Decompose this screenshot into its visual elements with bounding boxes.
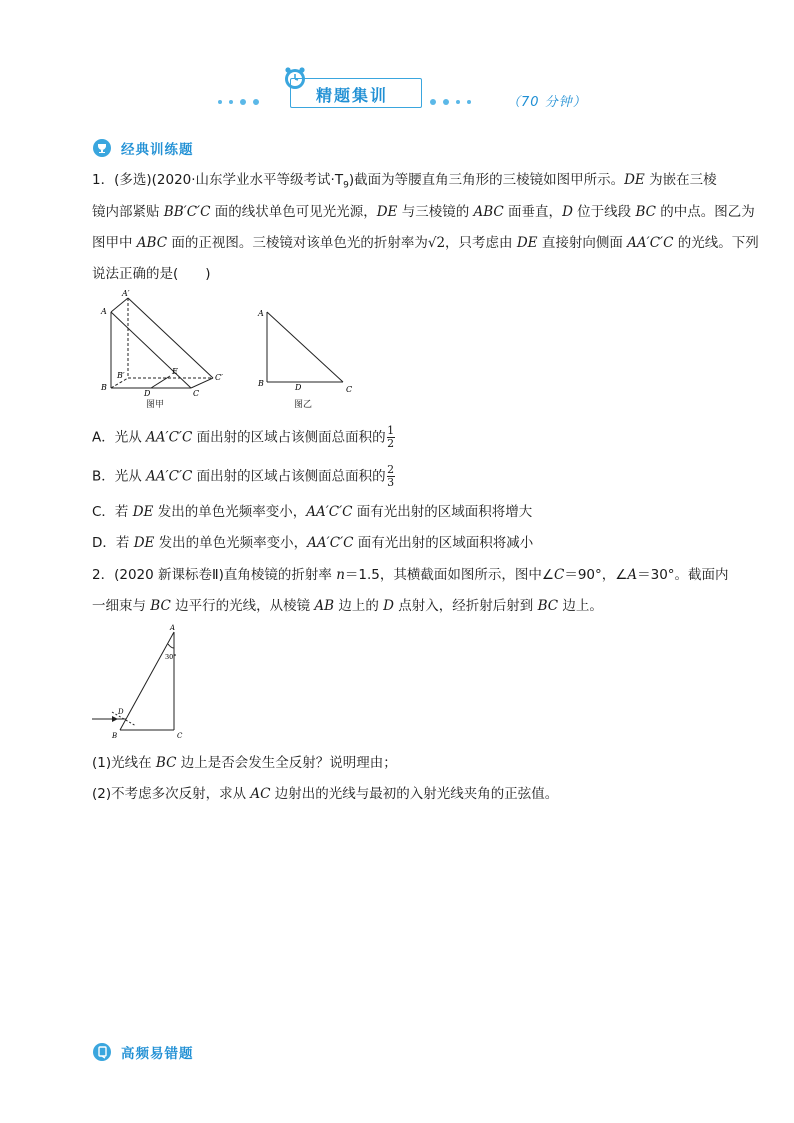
section-title-error-prone: 高频易错题 bbox=[121, 1046, 194, 1062]
q2-subquestion-2: (2)不考虑多次反射，求从 AC 边射出的光线与最初的入射光线夹角的正弦值。 bbox=[92, 786, 559, 802]
fig-q2-label-C: C bbox=[177, 732, 183, 740]
q1-line-3: 图甲中 ABC 面的正视图。三棱镜对该单色光的折射率为√2，只考虑由 DE 直接射向侧面 AA′C′C 的光线。下列 bbox=[92, 235, 759, 251]
q2-line-2: 一细束与 BC 边平行的光线，从棱镜 AB 边上的 D 点射入，经折射后射到 BC 边上。 bbox=[92, 598, 603, 614]
fig-q2-label-D: D bbox=[118, 708, 124, 716]
page-title: 精题集训 bbox=[316, 86, 389, 105]
q1-line-1: 1．(多选)(2020·山东学业水平等级考试$\cdot T_9$)截面为等腰直角三角形的三棱镜如图甲所示。DE 为嵌在三棱 bbox=[92, 172, 717, 191]
fig-yi-label-D: D bbox=[295, 383, 302, 392]
fig-jia-label-A-prime: A′ bbox=[122, 289, 130, 298]
q1-option-c: C．若 DE 发出的单色光频率变小，AA′C′C 面有光出射的区域面积将增大 bbox=[92, 504, 533, 520]
fig-yi-label-A: A bbox=[258, 309, 264, 318]
q1-line-2: 镜内部紧贴 BB′C′C 面的线状单色可见光光源，DE 与三棱镜的 ABC 面垂直，D 位于线段 BC 的中点。图乙为 bbox=[92, 204, 755, 220]
figure-yi-triangle bbox=[255, 304, 365, 394]
fig-yi-label-C: C bbox=[346, 385, 353, 394]
fig-jia-label-D: D bbox=[144, 389, 151, 398]
q1-option-b: B．光从 AA′C′C 面出射的区域占该侧面总面积的 $\frac{2}{3}$ bbox=[92, 463, 395, 489]
fig-q2-angle-label: 30° bbox=[165, 653, 177, 661]
q2-subquestion-1: (1)光线在 BC 边上是否会发生全反射？说明理由； bbox=[92, 755, 397, 771]
section-title-classic: 经典训练题 bbox=[121, 142, 194, 158]
figure-jia-prism bbox=[98, 286, 238, 398]
fig-q2-label-A: A bbox=[170, 624, 176, 632]
q2-line-1: 2．(2020 新课标卷Ⅱ)直角棱镜的折射率 n＝1.5，其横截面如图所示，图中∠C＝90°，∠A＝30°。截面内 bbox=[92, 567, 729, 583]
warning-icon bbox=[93, 1043, 111, 1061]
fig-jia-label-C-prime: C′ bbox=[215, 373, 223, 382]
trophy-icon bbox=[93, 139, 111, 157]
figure-jia-caption: 图甲 bbox=[146, 400, 165, 410]
fig-jia-label-B: B bbox=[101, 383, 107, 392]
fig-q2-label-B: B bbox=[112, 732, 118, 740]
q1-option-a: A．光从 AA′C′C 面出射的区域占该侧面总面积的 $\frac{1}{2}$ bbox=[92, 424, 395, 450]
header-dots-right bbox=[430, 99, 471, 105]
figure-q2-right-prism bbox=[88, 624, 194, 742]
fig-jia-label-E: E bbox=[172, 367, 178, 376]
duration-label: （70 分钟） bbox=[507, 95, 587, 110]
fig-jia-label-A: A bbox=[101, 307, 107, 316]
header-dots-left bbox=[218, 99, 259, 105]
q1-line-4: 说法正确的是( ) bbox=[92, 266, 211, 282]
fig-jia-label-B-prime: B′ bbox=[117, 371, 125, 380]
fig-yi-label-B: B bbox=[258, 379, 264, 388]
q1-option-d: D．若 DE 发出的单色光频率变小，AA′C′C 面有光出射的区域面积将减小 bbox=[92, 535, 534, 551]
figure-yi-caption: 图乙 bbox=[294, 400, 313, 410]
fig-jia-label-C: C bbox=[193, 389, 200, 398]
